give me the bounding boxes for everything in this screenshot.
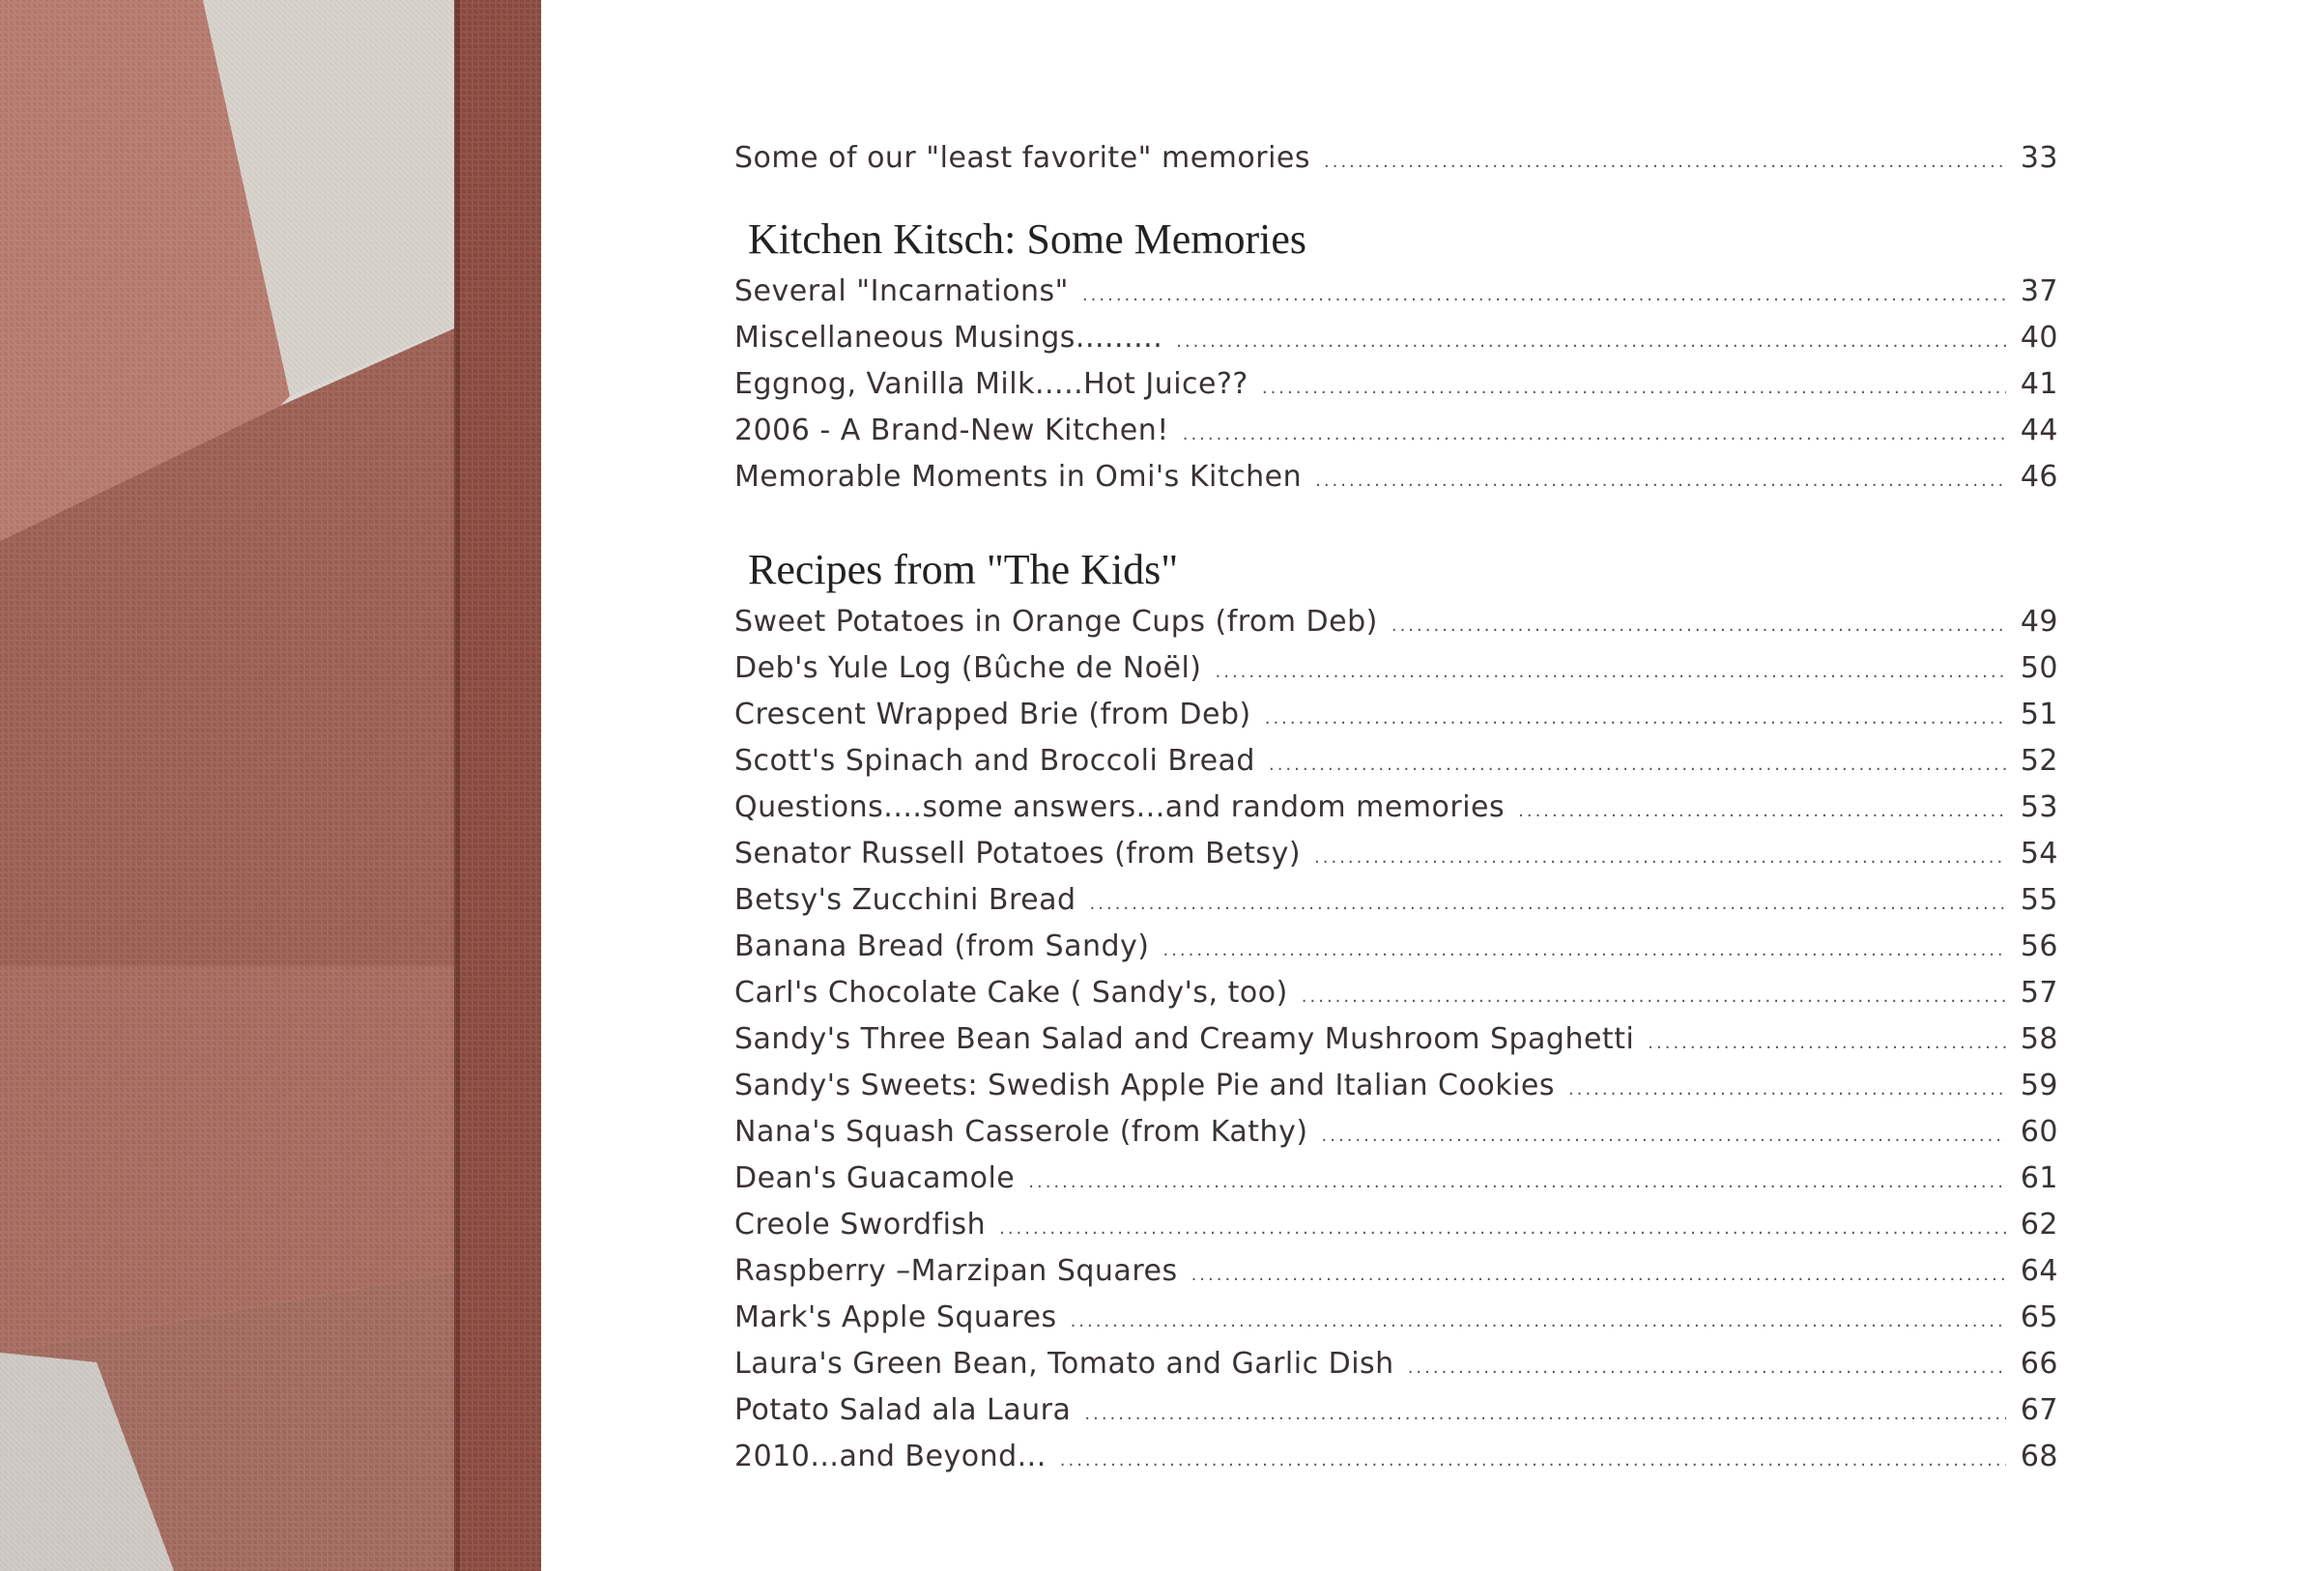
toc-entry	[734, 970, 2058, 1016]
toc-leader-dots	[1322, 1113, 2006, 1159]
toc-entry-page: 60	[2020, 1115, 2058, 1149]
toc-leader-dots	[999, 1206, 2006, 1252]
toc-entry	[734, 315, 2058, 361]
toc-entry-title: Betsy's Zucchini Bread	[734, 883, 1076, 917]
toc-entry-page: 54	[2020, 837, 2058, 871]
toc-entry	[734, 785, 2058, 831]
toc-entry	[734, 1109, 2058, 1156]
toc-entry	[734, 1341, 2058, 1387]
toc-entry	[734, 1248, 2058, 1295]
toc-entry-title: Several "Incarnations"	[734, 274, 1069, 308]
contents-page	[541, 0, 2324, 1571]
toc-entry-title: Sweet Potatoes in Orange Cups (from Deb)	[734, 605, 1378, 639]
toc-entry-page: 67	[2020, 1393, 2058, 1427]
toc-entry-title: Nana's Squash Casserole (from Kathy)	[734, 1115, 1308, 1149]
toc-leader-dots	[1315, 458, 2006, 504]
toc-entry-page: 65	[2020, 1300, 2058, 1334]
toc-entry-title: Deb's Yule Log (Bûche de Noël)	[734, 651, 1202, 685]
section-title-kitchen-kitsch: Kitchen Kitsch: Some Memories	[748, 215, 1307, 263]
toc-leader-dots	[1262, 365, 2006, 412]
toc-leader-dots	[1518, 788, 2006, 835]
toc-entry-page: 41	[2020, 367, 2058, 401]
toc-entry-title: Some of our "least favorite" memories	[734, 141, 1310, 175]
toc-entry	[734, 408, 2058, 454]
toc-leader-dots	[1082, 272, 2006, 319]
toc-entry-title: Mark's Apple Squares	[734, 1300, 1057, 1334]
toc-leader-dots	[1408, 1345, 2006, 1391]
toc-entry	[734, 1295, 2058, 1341]
toc-entry-page: 44	[2020, 414, 2058, 447]
toc-leader-dots	[1324, 139, 2006, 186]
toc-leader-dots	[1269, 742, 2006, 788]
toc-entry-page: 52	[2020, 744, 2058, 778]
toc-entry-title: Miscellaneous Musings.........	[734, 321, 1163, 355]
toc-entry-page: 40	[2020, 321, 2058, 355]
toc-entry	[734, 599, 2058, 645]
toc-entry-title: Senator Russell Potatoes (from Betsy)	[734, 837, 1302, 871]
toc-entry	[734, 645, 2058, 692]
toc-entry-page: 37	[2020, 274, 2058, 308]
toc-leader-dots	[1265, 696, 2006, 742]
toc-leader-dots	[1314, 835, 2006, 881]
toc-entry-title: Sandy's Three Bean Salad and Creamy Mushroom Spaghetti	[734, 1022, 1635, 1056]
toc-entry-title: Banana Bread (from Sandy)	[734, 929, 1150, 963]
toc-entry-page: 66	[2020, 1347, 2058, 1381]
toc-entry-page: 68	[2020, 1440, 2058, 1473]
toc-entry-title: 2010...and Beyond...	[734, 1440, 1047, 1473]
toc-leader-dots	[1084, 1391, 2006, 1438]
toc-entry-page: 49	[2020, 605, 2058, 639]
toc-leader-dots	[1392, 603, 2006, 649]
toc-leader-dots	[1648, 1020, 2006, 1067]
toc-entry	[734, 831, 2058, 877]
toc-entry-title: Questions....some answers...and random memories	[734, 790, 1506, 824]
toc-entry-title: Potato Salad ala Laura	[734, 1393, 1072, 1427]
toc-entry-page: 50	[2020, 651, 2058, 685]
toc-entry-page: 62	[2020, 1208, 2058, 1242]
toc-entry-page: 61	[2020, 1161, 2058, 1195]
toc-leader-dots	[1216, 649, 2007, 696]
toc-entry-page: 46	[2020, 460, 2058, 494]
toc-entry-page: 57	[2020, 976, 2058, 1010]
toc-entry	[734, 361, 2058, 408]
cover-background	[0, 0, 580, 1571]
toc-entry-page: 33	[2020, 141, 2058, 175]
toc-entry-page: 55	[2020, 883, 2058, 917]
toc-leader-dots	[1090, 881, 2006, 928]
toc-entry-title: Sandy's Sweets: Swedish Apple Pie and Italian Cookies	[734, 1069, 1555, 1102]
toc-leader-dots	[1183, 412, 2006, 458]
toc-entry-page: 56	[2020, 929, 2058, 963]
toc-entry-page: 58	[2020, 1022, 2058, 1056]
section-title-recipes-from-the-kids: Recipes from "The Kids"	[748, 546, 1179, 593]
toc-entry	[734, 1202, 2058, 1248]
toc-entry	[734, 924, 2058, 970]
toc-entry	[734, 135, 2058, 182]
toc-entry	[734, 1016, 2058, 1063]
toc-entry-title: Eggnog, Vanilla Milk.....Hot Juice??	[734, 367, 1248, 401]
toc-entry-page: 59	[2020, 1069, 2058, 1102]
toc-entry-title: Carl's Chocolate Cake ( Sandy's, too)	[734, 976, 1288, 1010]
toc-leader-dots	[1568, 1067, 2006, 1113]
toc-leader-dots	[1191, 1252, 2006, 1299]
toc-leader-dots	[1176, 319, 2006, 365]
toc-leader-dots	[1028, 1159, 2006, 1206]
toc-entry-page: 53	[2020, 790, 2058, 824]
toc-entry-page: 64	[2020, 1254, 2058, 1288]
toc-entry	[734, 1434, 2058, 1480]
toc-entry-title: Raspberry –Marzipan Squares	[734, 1254, 1178, 1288]
toc-entry	[734, 1387, 2058, 1434]
toc-entry	[734, 269, 2058, 315]
toc-entry-title: Dean's Guacamole	[734, 1161, 1016, 1195]
toc-leader-dots	[1060, 1438, 2006, 1484]
toc-entry-title: Creole Swordfish	[734, 1208, 987, 1242]
toc-leader-dots	[1162, 928, 2006, 974]
toc-entry-page: 51	[2020, 698, 2058, 731]
cover-pattern	[0, 0, 580, 1571]
toc-entry-title: 2006 - A Brand-New Kitchen!	[734, 414, 1169, 447]
toc-entry	[734, 692, 2058, 738]
toc-entry	[734, 877, 2058, 924]
toc-entry-title: Crescent Wrapped Brie (from Deb)	[734, 698, 1251, 731]
toc-entry	[734, 454, 2058, 500]
toc-entry-title: Laura's Green Bean, Tomato and Garlic Dish	[734, 1347, 1394, 1381]
toc-entry-title: Memorable Moments in Omi's Kitchen	[734, 460, 1303, 494]
toc-entry	[734, 738, 2058, 785]
toc-entry	[734, 1156, 2058, 1202]
toc-leader-dots	[1071, 1299, 2006, 1345]
toc-entry	[734, 1063, 2058, 1109]
toc-entry-title: Scott's Spinach and Broccoli Bread	[734, 744, 1255, 778]
table-of-contents	[734, 135, 2324, 1480]
toc-leader-dots	[1302, 974, 2006, 1020]
